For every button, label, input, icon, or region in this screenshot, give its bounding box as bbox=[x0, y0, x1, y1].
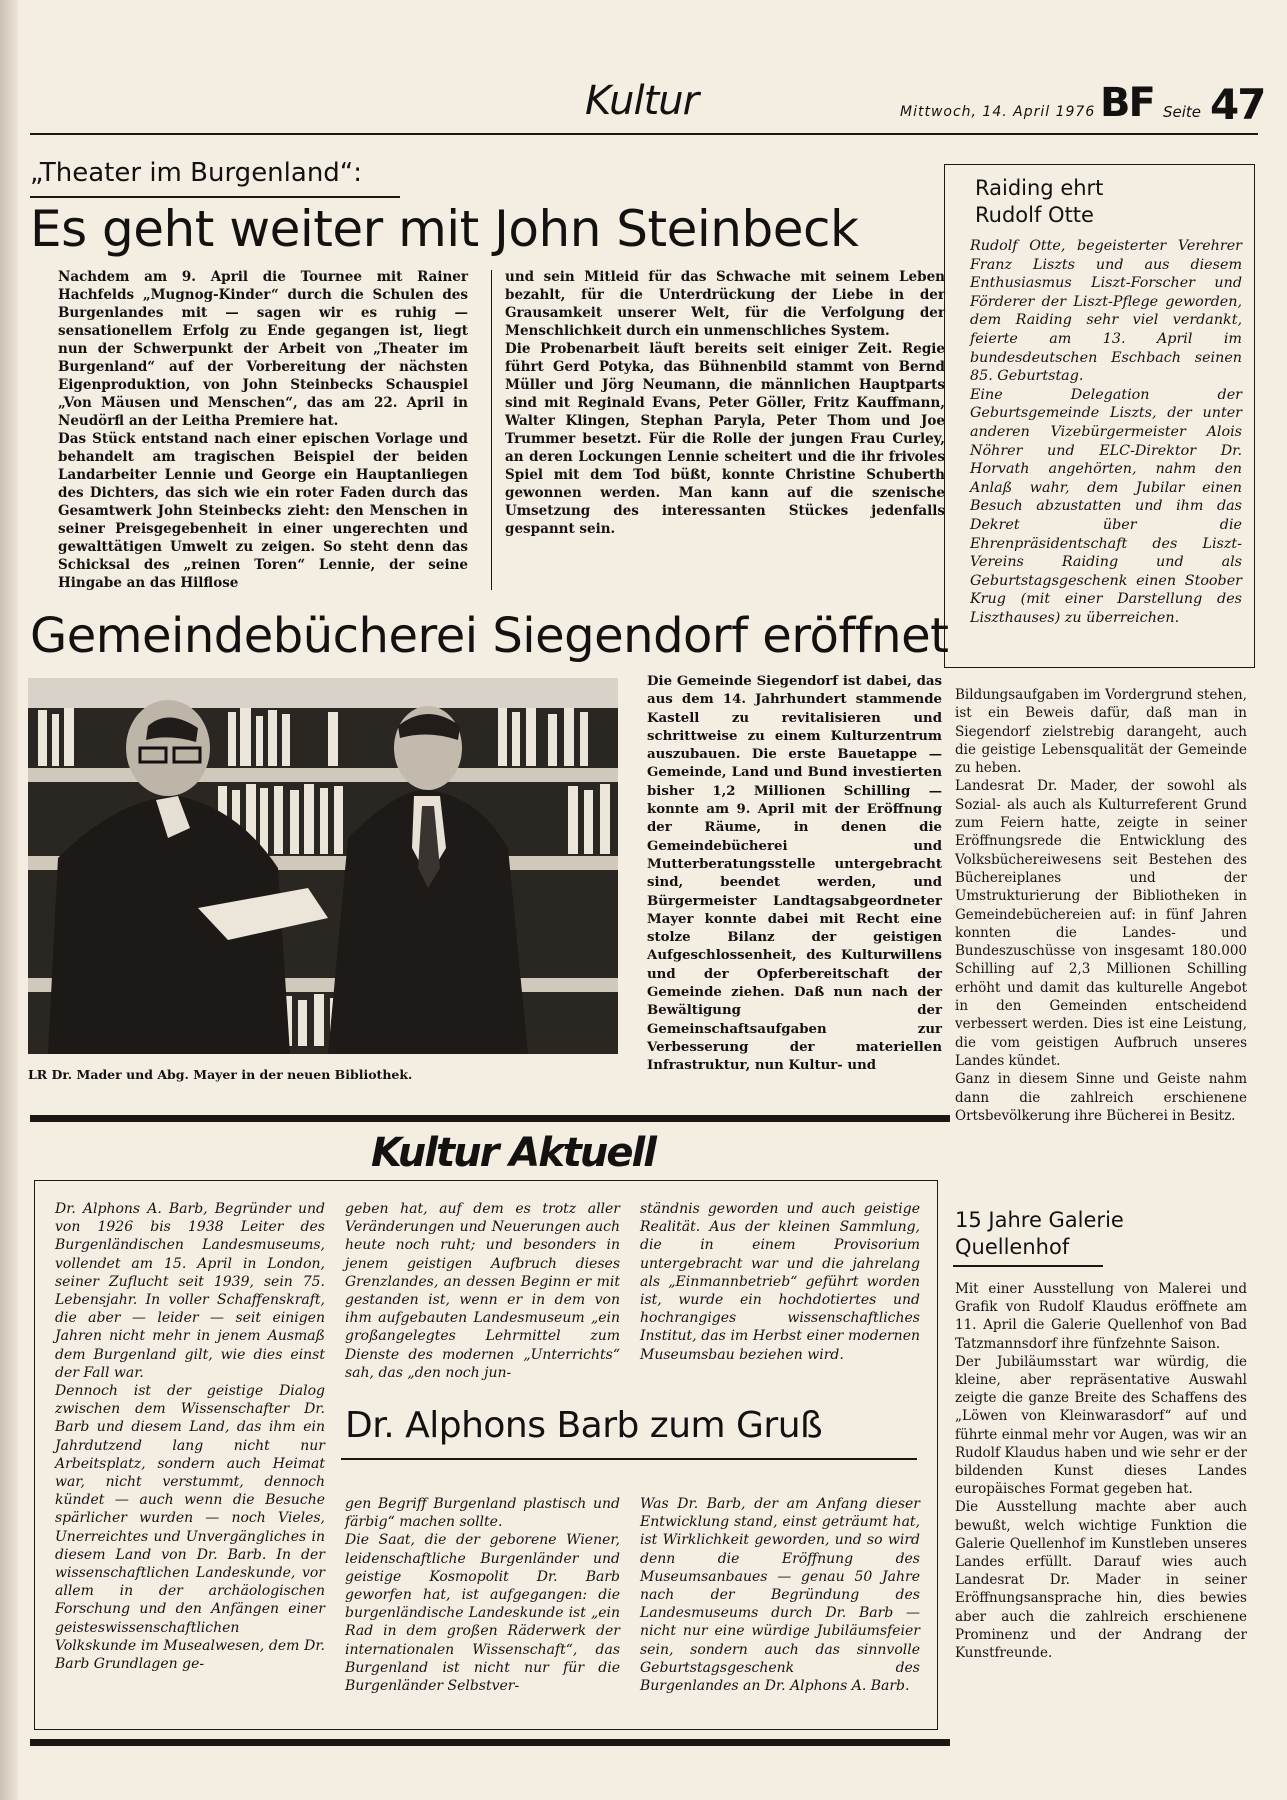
header-rule bbox=[30, 133, 1258, 135]
siegendorf-column-2: Bildungsaufgaben im Vordergrund stehen, ist ein Beweis dafür, daß man in Siegendorf zielstrebig darangeht, auch die geistige Lebensqualität der Gemeinde zu heben. Landesrat Dr. Mader, der sowohl als Sozial- als auch als Kulturreferent Grund zum Feiern hatte, zeigte in seiner Eröffnungsrede die Entwicklung des Volksbüchereiwesens seit Bestehen des Büchereiplanes und der Umstrukturierung der Bibliotheken in Gemeindebüchereien auf: in fünf Jahren konnten die Landes- und Bundeszuschüsse von insgesamt 180.000 Schilling auf 2,3 Millionen Schilling erhöht und damit das kulturelle Angebot in den Gemeinden entscheidend verbessert werden. Dies ist eine Leistung, die vom geistigen Aufbruch unseres Landes kündet. Ganz in diesem Sinne und Geiste nahm dann die zahlreich erschienene Ortsbevölkerung ihre Bücherei in Besitz. bbox=[955, 687, 1247, 1124]
siegendorf-column-1: Die Gemeinde Siegendorf ist dabei, das aus dem 14. Jahrhundert stammende Kastell zu revitalisieren und schrittweise zu einem Kulturzentrum auszubauen. Die erste Bauetappe — Gemeinde, Land und Bund investierten bisher 1,2 Millionen Schilling — konnte am 9. April mit der Eröffnung der Räume, in denen die Gemeindebücherei und Mutterberatungsstelle untergebracht sind, beendet werden, und Bürgermeister Landtagsabgeordneter Mayer konnte dabei mit Recht eine stolze Bilanz der geistigen Aufgeschlossenheit, des Kulturwillens und der Opferbereitschaft der Gemeinde ziehen. Daß nun nach der Bewältigung der Gemeinschaftsaufgaben zur Verbesserung der materiellen Infrastruktur, nun Kultur- und bbox=[647, 674, 942, 1074]
kultur-aktuell-heading: Kultur Aktuell bbox=[371, 1130, 655, 1176]
raiding-text: Rudolf Otte, begeisterter Verehrer Franz Liszts und aus diesem Enthusiasmus Liszt-Forscher und Förderer der Liszt-Pflege geworden, dem Raiding sehr viel verdankt, feierte am 13. April im bundesdeutschen Eschbach seinen 85. Geburtstag. Eine Delegation der Geburtsgemeinde Liszts, der unter anderen Vizebürgermeister Alois Nöhrer und ELC-Direktor Dr. Horvath angehörten, nahm den Anlaß wahr, dem Jubilar einen Besuch abzustatten und ihm das Dekret über die Ehrenpräsidentschaft des Liszt-Vereins Raiding und als Geburtstagsgeschenk einen Stoober Krug (mit einer Darstellung des Liszthauses) zu überreichen. bbox=[970, 238, 1242, 626]
steinbeck-headline: Es geht weiter mit John Steinbeck bbox=[30, 200, 859, 258]
barb-column-2-top: geben hat, auf dem es trotz aller Veränderungen und Neuerungen auch heute noch ruht; und besonders in jenem geistigen Aufbruch dieses Grenzlandes, an dessen Beginn er mit gestanden ist, wenn er in dem von ihm aufgebauten Landesmuseum „ein großangelegtes Lehrmittel zum Dienste des modernen „Unterrichts“ sah, das „den noch jun- bbox=[345, 1201, 620, 1381]
barb-column-3-top: ständnis geworden und auch geistige Realität. Aus der kleinen Sammlung, die in einem Provisorium untergebracht war und die jahrelang als „Einmannbetrieb“ geführt worden ist, wurde ein hochdotiertes und hochrangiges wissenschaftliches Institut, das im Herbst einer modernen Museumsbau beziehen wird. bbox=[640, 1201, 920, 1363]
section-rule-top bbox=[30, 1115, 950, 1122]
library-photo bbox=[28, 678, 618, 1054]
barb-column-2-bottom: gen Begriff Burgenland plastisch und färbig“ machen sollte. Die Saat, die der geborene Wiener, leidenschaftliche Burgenländer und geistige Kosmopolit Dr. Barb geworfen hat, ist aufgegangen: die burgenländische Landeskunde ist „ein Rad in dem großen Räderwerk der internationalen Wissenschaft“, das Burgenland ist nicht nur für die Burgenländer Selbstver- bbox=[345, 1496, 620, 1695]
column-divider bbox=[491, 270, 492, 590]
barb-headline: Dr. Alphons Barb zum Gruß bbox=[345, 1405, 823, 1446]
galerie-text: Mit einer Ausstellung von Malerei und Grafik von Rudolf Klaudus eröffnete am 11. April die Galerie Quellenhof von Bad Tatzmannsdorf ihre fünfzehnte Saison. Der Jubiläumsstart war würdig, die kleine, aber repräsentative Auswahl zeigte die ganze Breite des Schaffens des „Löwen von Kleinwarasdorf“ auf und führte einmal mehr vor Augen, was wir an Rudolf Klaudus haben und wie sehr er der bildenden Kunst dieses Landes europäisches Format gegeben hat. Die Ausstellung machte aber auch bewußt, welch wichtige Funktion die Galerie Quellenhof im Kunstleben unseres Landes erfüllt. Darauf wies auch Landesrat Dr. Mader in seiner Eröffnungsansprache hin, dies bewies aber auch die zahlreich erschienene Prominenz und der Andrang der Kunstfreunde. bbox=[955, 1281, 1247, 1662]
raiding-title: Raiding ehrt Rudolf Otte bbox=[975, 176, 1104, 227]
article-kicker: „Theater im Burgenland“: bbox=[30, 158, 363, 188]
page-edge-shadow bbox=[0, 0, 18, 1800]
library-photo-image bbox=[28, 678, 618, 1054]
siegendorf-headline: Gemeindebücherei Siegendorf eröffnet bbox=[30, 608, 949, 664]
galerie-title: 15 Jahre Galerie Quellenhof bbox=[955, 1208, 1124, 1259]
section-title: Kultur bbox=[585, 78, 699, 124]
newspaper-logo: BF bbox=[1100, 80, 1154, 126]
steinbeck-column-2: und sein Mitleid für das Schwache mit seinem Leben bezahlt, für die Unterdrückung der Liebe in der Grausamkeit unserer Welt, für die Verfolgung der Menschlichkeit durch ein unmenschliches System. Die Probenarbeit läuft bereits seit einiger Zeit. Regie führt Gerd Potyka, das Bühnenbild stammt von Bernd Müller und Jörg Neumann, die männlichen Hauptparts sind mit Reginald Evans, Peter Göller, Fritz Kauffmann, Walter Klingen, Stephan Paryla, Peter Thom und Joe Trummer besetzt. Für die Rolle der jungen Frau Curley, an deren Lockungen Lennie scheitert und die ihr frivoles Spiel mit dem Tod büßt, konnte Christine Schuberth gewonnen werden. Man kann auf die szenische Umsetzung des interessanten Stückes jedenfalls gespannt sein. bbox=[505, 269, 945, 537]
issue-date: Mittwoch, 14. April 1976 bbox=[900, 104, 1096, 120]
page-label: Seite bbox=[1163, 103, 1202, 121]
barb-column-1: Dr. Alphons A. Barb, Begründer und von 1926 bis 1938 Leiter des Burgenländischen Landesmuseums, vollendet am 15. April in London, seiner Zuflucht seit 1939, sein 75. Lebensjahr. In voller Schaffenskraft, die aber — leider — seit einigen Jahren nicht mehr in jenem Ausmaß dem Burgenland gilt, wie dies einst der Fall war. Dennoch ist der geistige Dialog zwischen dem Wissenschafter Dr. Barb und diesem Land, das ihm ein Jahrdutzend lang nicht nur Arbeitsplatz, sondern auch Heimat war, nicht verstummt, dennoch kündet — auch wenn die Besuche spärlicher wurden — noch Vieles, Unerreichtes und Unvergängliches in diesem Land von Dr. Barb. In der wissenschaftlichen Landeskunde, vor allem in der archäologischen Forschung und den Anfängen einer geisteswissenschaftlichen Volkskunde im Musealwesen, dem Dr. Barb Grundlagen ge- bbox=[55, 1201, 325, 1673]
page-number: 47 bbox=[1210, 80, 1265, 129]
steinbeck-column-1: Nachdem am 9. April die Tournee mit Rainer Hachfelds „Mugnog-Kinder“ durch die Schulen des Burgenlandes mit — sagen wir es ruhig — sensationellem Erfolg zu Ende gegangen ist, liegt nun der Schwerpunkt der Arbeit von „Theater im Burgenland“ auf der Vorbereitung der nächsten Eigenproduktion, von John Steinbecks Schauspiel „Von Mäusen und Menschen“, das am 22. April in Neudörfl an der Leitha Premiere hat. Das Stück entstand nach einer epischen Vorlage und behandelt am tragischen Beispiel der beiden Landarbeiter Lennie und George ein Hauptanliegen des Dichters, das sich wie ein roter Faden durch das Gesamtwerk John Steinbecks zieht: den Menschen in seiner Preisgegebenheit in einer ungerechten und gewalttätigen Umwelt zu zeigen. So steht denn das Schicksal des „reinen Toren“ Lennie, der seine Hingabe an das Hilflose bbox=[58, 269, 468, 591]
barb-headline-rule bbox=[341, 1458, 917, 1460]
barb-column-3-bottom: Was Dr. Barb, der am Anfang dieser Entwicklung stand, einst geträumt hat, ist Wirklichkeit geworden, und so wird denn die Eröffnung des Museumsanbaues — genau 50 Jahre nach der Begründung des Landesmuseums durch Dr. Barb — nicht nur eine würdige Jubiläumsfeier sein, sondern auch das sinnvolle Geburtstagsgeschenk des Burgenlandes an Dr. Alphons A. Barb. bbox=[640, 1496, 920, 1695]
kicker-underline bbox=[30, 196, 400, 198]
galerie-title-rule bbox=[953, 1265, 1103, 1267]
section-rule-bottom bbox=[30, 1739, 950, 1746]
photo-caption: LR Dr. Mader und Abg. Mayer in der neuen Bibliothek. bbox=[28, 1067, 413, 1082]
